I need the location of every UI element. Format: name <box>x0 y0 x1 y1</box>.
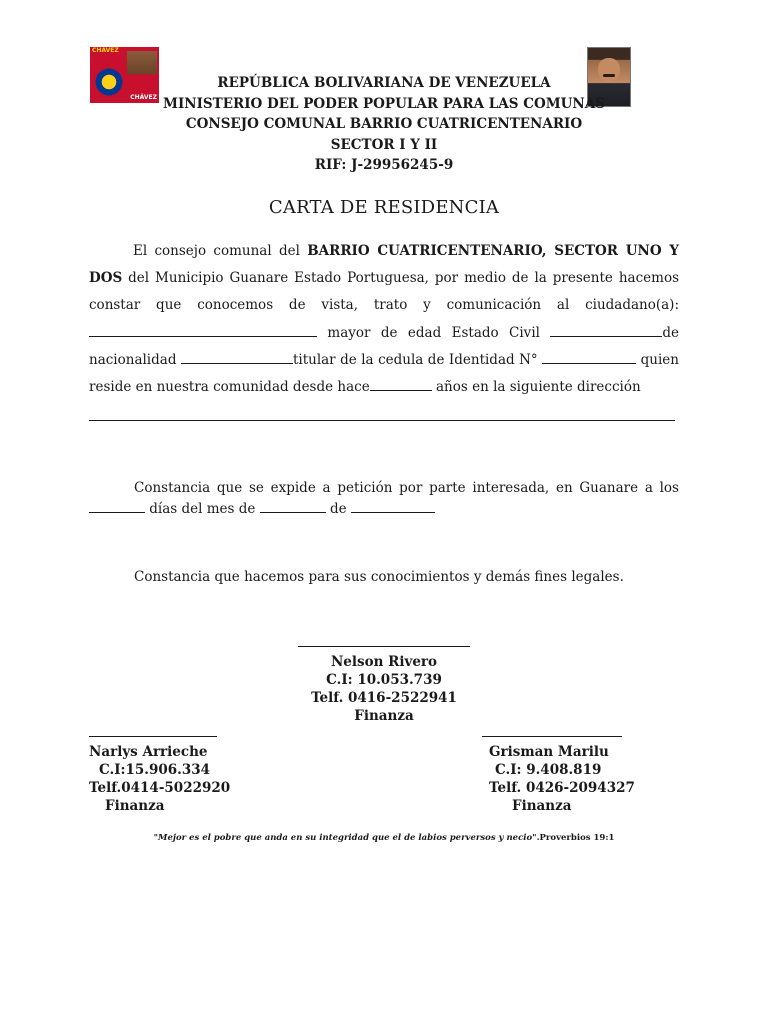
logo-brand-text: CHÁVEZ <box>130 94 157 101</box>
header-line-republic: REPÚBLICA BOLIVARIANA DE VENEZUELA <box>217 75 551 91</box>
year-blank <box>351 500 435 513</box>
signer-name: Grisman Marilu <box>489 744 609 760</box>
document-title: CARTA DE RESIDENCIA <box>268 197 500 218</box>
signature-line <box>298 646 470 647</box>
body-text-bold: BARRIO CUATRICENTENARIO, SECTOR UNO Y DOS <box>89 243 679 287</box>
signer-phone: Telf. 0416-2522941 <box>311 690 457 706</box>
closing-paragraph <box>89 567 679 588</box>
nationality-blank <box>181 351 293 364</box>
quote-reference: .Proverbios 19:1 <box>536 833 615 843</box>
citizen-name-blank <box>89 324 317 337</box>
signer-name: Nelson Rivero <box>330 654 438 670</box>
body-text-rest: del Municipio Guanare Estado Portuguesa, por medio de la presente hacemos constar que conocemos de vista, trato y comunicación al ciudadano(a): <box>89 270 679 314</box>
body-text-de: de nacionalidad <box>89 324 679 368</box>
signer-name: Narlys Arrieche <box>89 744 208 760</box>
issuance-text-de: de <box>325 501 351 517</box>
civil-status-blank <box>550 324 662 337</box>
signer-ci: C.I: 9.408.819 <box>495 762 602 778</box>
document-header <box>100 73 668 176</box>
issuance-text-start: Constancia que se expide a petición por parte interesada, en Guanare a los <box>134 480 679 496</box>
body-text-start: El consejo comunal del <box>133 243 308 259</box>
id-number-blank <box>542 351 636 364</box>
body-text-quien: quien reside en nuestra comunidad desde hace <box>89 351 679 396</box>
header-line-rif: RIF: J-29956245-9 <box>314 157 454 174</box>
day-blank <box>89 500 145 513</box>
body-text-titular: titular de la cedula de Identidad N° <box>292 351 543 368</box>
signature-line <box>482 736 622 737</box>
signature-block-right <box>482 736 662 815</box>
address-blank-line <box>89 420 675 421</box>
signature-block-center <box>284 646 484 725</box>
signer-role: Finanza <box>354 708 414 724</box>
body-paragraph <box>89 238 679 401</box>
closing-text: Constancia que hacemos para sus conocimientos y demás fines legales. <box>134 569 624 585</box>
body-text-anos: años en la siguiente dirección <box>431 379 641 396</box>
signature-line <box>89 736 217 737</box>
signer-phone: Telf.0414-5022920 <box>89 780 231 796</box>
signer-role: Finanza <box>105 798 165 814</box>
body-text-mayor: mayor de edad Estado Civil <box>317 324 551 341</box>
header-line-ministry: MINISTERIO DEL PODER POPULAR PARA LAS COMUNAS <box>163 95 605 112</box>
signer-ci: C.I:15.906.334 <box>99 762 211 778</box>
issuance-text-dias: días del mes de <box>145 501 260 517</box>
header-line-sector: SECTOR I Y II <box>330 136 438 153</box>
signer-ci: C.I: 10.053.739 <box>326 672 442 688</box>
quote-text: "Mejor es el pobre que anda en su integridad que el de labios perversos y necio" <box>153 833 537 843</box>
footer-quote <box>100 833 668 843</box>
header-line-council: CONSEJO COMUNAL BARRIO CUATRICENTENARIO <box>185 116 583 133</box>
logo-banner-text: CHÁVEZ <box>92 47 119 54</box>
years-blank <box>370 378 432 391</box>
signer-role: Finanza <box>512 798 572 814</box>
signer-phone: Telf. 0426-2094327 <box>489 780 635 796</box>
month-blank <box>260 500 326 513</box>
issuance-paragraph <box>89 478 679 520</box>
signature-block-left <box>89 736 269 815</box>
